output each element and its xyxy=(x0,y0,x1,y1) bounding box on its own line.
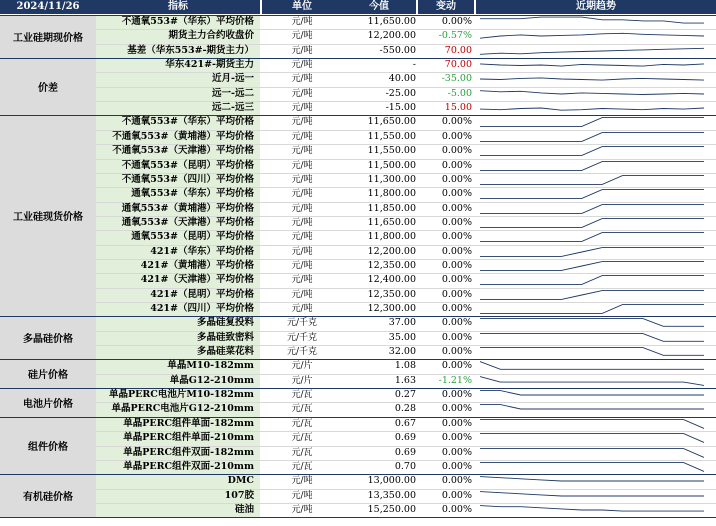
unit-cell: 元/吨 xyxy=(291,174,313,185)
trend-sparkline xyxy=(478,388,706,402)
trend-sparkline xyxy=(478,245,706,259)
unit-cell: 元/吨 xyxy=(291,490,313,501)
value-cell: 0.27 xyxy=(394,389,416,401)
trend-line xyxy=(480,48,704,54)
group-label: 价差 xyxy=(0,58,96,115)
trend-sparkline xyxy=(478,187,706,201)
trend-line xyxy=(480,405,704,409)
indicator-name: 单晶PERC组件双面-210mm xyxy=(123,460,254,472)
indicator-name: 华东421#-期货主力 xyxy=(165,59,254,71)
value-cell: 11,800.00 xyxy=(367,188,416,200)
change-cell: 0.00% xyxy=(441,202,472,214)
header-date: 2024/11/26 xyxy=(0,0,96,14)
value-cell: 0.69 xyxy=(394,446,416,458)
change-cell: -1.21% xyxy=(438,374,472,386)
unit-cell: 元/吨 xyxy=(291,275,313,286)
indicator-name: 421#（天津港）平均价格 xyxy=(140,274,254,286)
value-cell: 35.00 xyxy=(388,331,416,343)
change-cell: 0.00% xyxy=(441,231,472,243)
trend-sparkline xyxy=(478,44,706,58)
unit-cell: 元/片 xyxy=(291,361,313,372)
header-indicator: 指标 xyxy=(96,0,260,14)
trend-sparkline xyxy=(478,273,706,287)
indicator-name: 通氧553#（昆明）平均价格 xyxy=(131,231,254,243)
indicator-name: 421#（昆明）平均价格 xyxy=(150,288,254,300)
indicator-name: 421#（黄埔港）平均价格 xyxy=(140,259,254,271)
trend-line xyxy=(480,462,704,471)
change-cell: 0.00% xyxy=(441,116,472,128)
unit-cell: 元/千克 xyxy=(286,318,318,329)
value-cell: 12,200.00 xyxy=(367,30,416,42)
trend-sparkline xyxy=(478,202,706,216)
trend-sparkline xyxy=(478,331,706,345)
trend-line xyxy=(480,247,704,256)
unit-cell: 元/吨 xyxy=(291,160,313,171)
trend-line xyxy=(480,64,704,66)
unit-cell: 元/吨 xyxy=(291,217,313,228)
indicator-name: 不通氧553#（黄埔港）平均价格 xyxy=(112,130,254,142)
trend-line xyxy=(480,391,704,395)
trend-sparkline xyxy=(478,431,706,445)
change-cell: 0.00% xyxy=(441,432,472,444)
group-label: 多晶硅价格 xyxy=(0,316,96,359)
change-cell: -5.00 xyxy=(447,87,472,99)
change-cell: 0.00% xyxy=(441,317,472,329)
value-cell: 11,550.00 xyxy=(367,145,416,157)
trend-line xyxy=(480,419,704,428)
table-bottom-border xyxy=(0,517,716,518)
change-cell: 0.00% xyxy=(441,188,472,200)
unit-cell: 元/吨 xyxy=(291,131,313,142)
indicator-name: 多晶硅菜花料 xyxy=(196,346,254,358)
change-cell: 0.00% xyxy=(441,173,472,185)
unit-cell: 元/吨 xyxy=(291,504,313,515)
trend-sparkline xyxy=(478,29,706,43)
trend-sparkline xyxy=(478,216,706,230)
indicator-name: 多晶硅致密料 xyxy=(196,331,254,343)
trend-sparkline xyxy=(478,58,706,72)
change-cell: 0.00% xyxy=(441,331,472,343)
trend-sparkline xyxy=(478,288,706,302)
trend-line xyxy=(480,218,704,227)
value-cell: 12,400.00 xyxy=(367,274,416,286)
trend-line xyxy=(480,108,704,110)
value-cell: - xyxy=(412,59,416,71)
change-cell: 0.00% xyxy=(441,303,472,314)
trend-sparkline xyxy=(478,402,706,416)
trend-line xyxy=(480,376,704,385)
value-cell: 11,650.00 xyxy=(367,116,416,128)
unit-cell: 元/吨 xyxy=(291,246,313,257)
indicator-name: 近月-远一 xyxy=(212,73,254,85)
trend-line xyxy=(480,118,704,127)
value-cell: 37.00 xyxy=(388,317,416,329)
indicator-name: 通氧553#（天津港）平均价格 xyxy=(121,216,254,228)
change-cell: 0.00% xyxy=(441,460,472,472)
indicator-name: 不通氧553#（天津港）平均价格 xyxy=(112,145,254,157)
header-trend: 近期趋势 xyxy=(476,0,716,14)
group-label: 硅片价格 xyxy=(0,359,96,388)
indicator-name: 单晶PERC电池片G12-210mm xyxy=(111,403,254,415)
value-cell: 13,350.00 xyxy=(367,489,416,501)
trend-sparkline xyxy=(478,359,706,373)
value-cell: 1.08 xyxy=(394,360,416,372)
unit-cell: 元/吨 xyxy=(291,88,313,99)
change-cell: 0.00% xyxy=(441,503,472,515)
unit-cell: 元/瓦 xyxy=(291,418,313,429)
trend-line xyxy=(480,34,704,39)
value-cell: 11,850.00 xyxy=(367,202,416,214)
group-label: 有机硅价格 xyxy=(0,474,96,517)
trend-sparkline xyxy=(478,316,706,330)
trend-sparkline xyxy=(478,173,706,187)
change-cell: 0.00% xyxy=(441,259,472,271)
indicator-name: 多晶硅复投料 xyxy=(196,317,254,329)
indicator-name: 基差（华东553#-期货主力） xyxy=(127,44,254,56)
change-cell: 70.00 xyxy=(444,59,472,71)
trend-line xyxy=(480,448,704,457)
trend-line xyxy=(480,204,704,213)
unit-cell: 元/吨 xyxy=(291,146,313,157)
indicator-name: 期货主力合约收盘价 xyxy=(168,30,254,42)
trend-sparkline xyxy=(478,115,706,129)
value-cell: 15,250.00 xyxy=(367,503,416,515)
value-cell: 12,200.00 xyxy=(367,245,416,257)
group-label: 电池片价格 xyxy=(0,388,96,417)
value-cell: 13,000.00 xyxy=(367,475,416,487)
value-cell: 32.00 xyxy=(388,346,416,358)
value-cell: 40.00 xyxy=(388,73,416,85)
change-cell: 0.00% xyxy=(441,489,472,501)
trend-sparkline xyxy=(478,489,706,503)
change-cell: 0.00% xyxy=(441,16,472,27)
trend-line xyxy=(480,90,704,94)
trend-sparkline xyxy=(478,460,706,474)
change-cell: 0.00% xyxy=(441,475,472,487)
change-cell: 0.00% xyxy=(441,417,472,429)
indicator-name: 硅油 xyxy=(234,503,254,515)
value-cell: 12,350.00 xyxy=(367,259,416,271)
trend-line xyxy=(480,262,704,271)
trend-sparkline xyxy=(478,144,706,158)
trend-sparkline xyxy=(478,159,706,173)
trend-line xyxy=(480,491,704,495)
trend-line xyxy=(480,348,704,356)
unit-cell: 元/千克 xyxy=(286,332,318,343)
change-cell: -0.57% xyxy=(438,30,472,42)
indicator-name: 421#（四川）平均价格 xyxy=(150,303,254,314)
unit-cell: 元/瓦 xyxy=(291,447,313,458)
trend-sparkline xyxy=(478,230,706,244)
trend-line xyxy=(480,477,704,481)
indicator-name: 单晶PERC组件单面-182mm xyxy=(123,417,254,429)
indicator-name: 单晶G12-210mm xyxy=(169,374,254,386)
unit-cell: 元/瓦 xyxy=(291,390,313,401)
indicator-name: DMC xyxy=(227,475,254,487)
value-cell: 0.70 xyxy=(394,460,416,472)
indicator-name: 单晶M10-182mm xyxy=(167,360,254,372)
value-cell: 12,300.00 xyxy=(367,303,416,314)
value-cell: 11,650.00 xyxy=(367,16,416,27)
trend-sparkline xyxy=(478,87,706,101)
trend-sparkline xyxy=(478,446,706,460)
indicator-name: 单晶PERC组件双面-182mm xyxy=(123,446,254,458)
change-cell: 15.00 xyxy=(444,102,472,114)
unit-cell: 元/吨 xyxy=(291,260,313,271)
indicator-name: 不通氧553#（昆明）平均价格 xyxy=(121,159,254,171)
unit-cell: 元/瓦 xyxy=(291,404,313,415)
trend-line xyxy=(480,78,704,80)
trend-line xyxy=(480,175,704,184)
trend-sparkline xyxy=(478,130,706,144)
trend-line xyxy=(480,305,704,314)
trend-line xyxy=(480,132,704,141)
unit-cell: 元/吨 xyxy=(291,189,313,200)
indicator-name: 通氧553#（黄埔港）平均价格 xyxy=(121,202,254,214)
unit-cell: 元/吨 xyxy=(291,103,313,114)
value-cell: 11,800.00 xyxy=(367,231,416,243)
change-cell: 0.00% xyxy=(441,288,472,300)
trend-sparkline xyxy=(478,101,706,115)
indicator-name: 107胶 xyxy=(224,489,254,501)
trend-line xyxy=(480,319,704,327)
trend-line xyxy=(480,147,704,156)
unit-cell: 元/吨 xyxy=(291,203,313,214)
trend-line xyxy=(480,276,704,285)
change-cell: 0.00% xyxy=(441,346,472,358)
unit-cell: 元/吨 xyxy=(291,117,313,128)
unit-cell: 元/瓦 xyxy=(291,461,313,472)
unit-cell: 元/吨 xyxy=(291,45,313,56)
trend-line xyxy=(480,161,704,170)
change-cell: 0.00% xyxy=(441,446,472,458)
group-label: 工业硅现货价格 xyxy=(0,115,96,316)
value-cell: 1.63 xyxy=(394,374,416,386)
value-cell: 0.67 xyxy=(394,417,416,429)
trend-line xyxy=(480,362,704,370)
trend-line xyxy=(480,233,704,242)
indicator-name: 远二-远三 xyxy=(212,102,254,114)
value-cell: -550.00 xyxy=(379,44,416,56)
indicator-name: 单晶PERC组件单面-210mm xyxy=(123,432,254,444)
change-cell: 0.00% xyxy=(441,245,472,257)
group-label: 工业硅期现价格 xyxy=(0,15,96,58)
unit-cell: 元/片 xyxy=(291,375,313,386)
change-cell: 0.00% xyxy=(441,130,472,142)
unit-cell: 元/吨 xyxy=(291,17,313,27)
trend-line xyxy=(480,434,704,443)
unit-cell: 元/吨 xyxy=(291,232,313,243)
trend-sparkline xyxy=(478,72,706,86)
change-cell: 0.00% xyxy=(441,159,472,171)
change-cell: -35.00 xyxy=(441,73,472,85)
indicator-name: 不通氧553#（四川）平均价格 xyxy=(121,173,254,185)
value-cell: 12,350.00 xyxy=(367,288,416,300)
value-cell: -25.00 xyxy=(385,87,416,99)
value-cell: -15.00 xyxy=(385,102,416,114)
trend-line xyxy=(480,333,704,341)
indicator-name: 单晶PERC电池片M10-182mm xyxy=(109,389,254,401)
unit-cell: 元/吨 xyxy=(291,60,313,71)
value-cell: 11,650.00 xyxy=(367,216,416,228)
unit-cell: 元/吨 xyxy=(291,74,313,85)
change-cell: 0.00% xyxy=(441,216,472,228)
unit-cell: 元/吨 xyxy=(291,289,313,300)
trend-sparkline xyxy=(478,474,706,488)
indicator-name: 远一-远二 xyxy=(212,87,254,99)
trend-sparkline xyxy=(478,374,706,388)
trend-sparkline xyxy=(478,503,706,517)
unit-cell: 元/吨 xyxy=(291,31,313,42)
indicator-name: 通氧553#（华东）平均价格 xyxy=(131,188,254,200)
unit-cell: 元/吨 xyxy=(291,476,313,487)
indicator-name: 不通氧553#（华东）平均价格 xyxy=(121,116,254,128)
trend-sparkline xyxy=(478,259,706,273)
trend-line xyxy=(480,17,704,23)
change-cell: 0.00% xyxy=(441,145,472,157)
trend-line xyxy=(480,190,704,199)
unit-cell: 元/千克 xyxy=(286,347,318,358)
value-cell: 11,550.00 xyxy=(367,130,416,142)
trend-line xyxy=(480,505,704,511)
indicator-name: 不通氧553#（华东）平均价格 xyxy=(121,16,254,27)
value-cell: 0.69 xyxy=(394,432,416,444)
value-cell: 11,300.00 xyxy=(367,173,416,185)
trend-sparkline xyxy=(478,15,706,29)
unit-cell: 元/瓦 xyxy=(291,433,313,444)
trend-line xyxy=(480,290,704,299)
change-cell: 70.00 xyxy=(444,44,472,56)
value-cell: 11,500.00 xyxy=(367,159,416,171)
group-label: 组件价格 xyxy=(0,417,96,474)
header-value: 今值 xyxy=(342,0,416,14)
indicator-name: 421#（华东）平均价格 xyxy=(150,245,254,257)
value-cell: 0.28 xyxy=(394,403,416,415)
change-cell: 0.00% xyxy=(441,274,472,286)
trend-sparkline xyxy=(478,345,706,359)
unit-cell: 元/吨 xyxy=(291,304,313,314)
trend-sparkline xyxy=(478,302,706,316)
change-cell: 0.00% xyxy=(441,403,472,415)
change-cell: 0.00% xyxy=(441,360,472,372)
header-change: 变动 xyxy=(418,0,474,14)
header-unit: 单位 xyxy=(262,0,342,14)
trend-sparkline xyxy=(478,417,706,431)
change-cell: 0.00% xyxy=(441,389,472,401)
